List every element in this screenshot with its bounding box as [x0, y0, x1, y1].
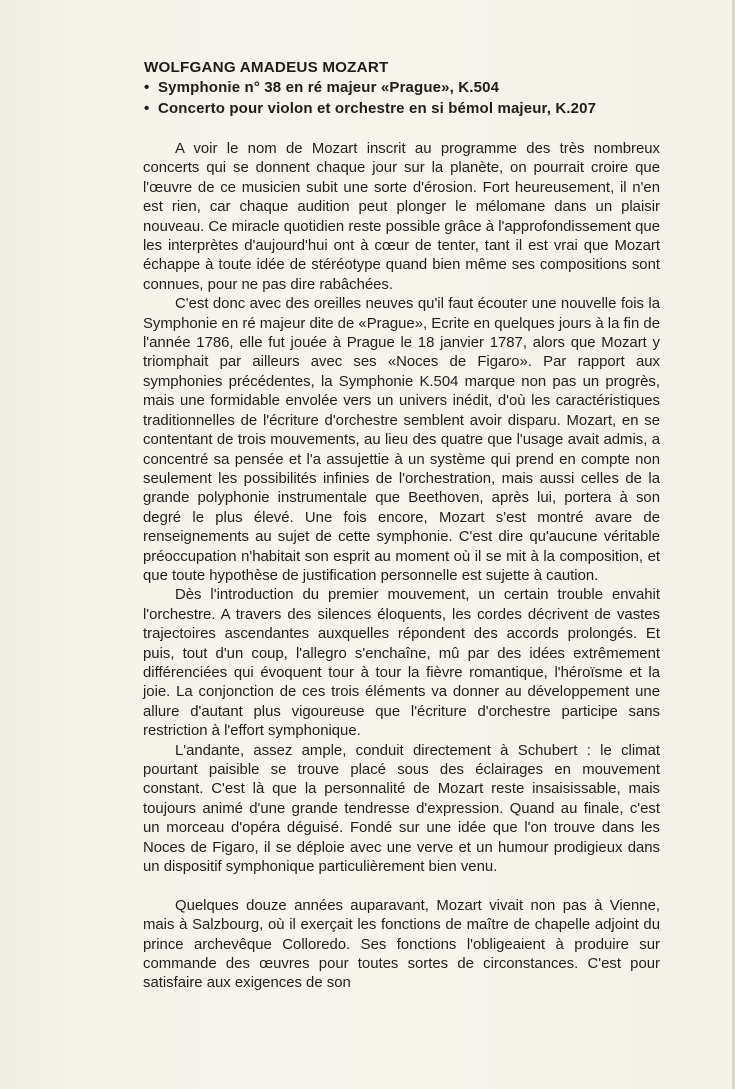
paragraph-3: Dès l'introduction du premier mouvement, un certain trouble envahit l'orchestre. A travers des silences éloquents, les cordes décrivent de vastes trajectoires ascendantes auxquelles répondent des accords prolongés. Et puis, tout d'un coup, l'allegro s'enchaîne, mû par des idées extrêmement différenciées qui évoquent tour à tour la fièvre romantique, l'héroïsme et la joie. La conjonction de ces trois éléments va donner au développement une allure d'autant plus vigoureuse que l'écriture d'orchestre participe sans restriction à l'effort symphonique.: [143, 587, 660, 740]
work-title-2-text: Concerto pour violon et orchestre en si bémol majeur, K.207: [158, 100, 597, 117]
paragraph-5: Quelques douze années auparavant, Mozart vivait non pas à Vienne, mais à Salzbourg, où il exerçait les fonctions de maître de chapelle adjoint du prince archevêque Colloredo. Ses fonctions l'obligeaient à produire sur commande des œuvres pour toutes sortes de circonstances. C'est pour satisfaire aux exigences de son: [143, 897, 660, 992]
paragraph-4: L'andante, assez ample, conduit directement à Schubert : le climat pourtant paisible se trouve placé sous des éclairages en mouvement constant. C'est là que la personnalité de Mozart reste insaisissable, mais toujours animé d'une grande tendresse d'expression. Quand au finale, c'est un morceau d'opéra déguisé. Fondé sur une idée que l'on trouve dans les Noces de Figaro, il se déploie avec une verve et un humour prodigieux dans un dispositif symphonique particulièrement bien venu.: [143, 742, 660, 876]
work-title-1: [144, 77, 674, 98]
bullet-icon: •: [144, 100, 150, 117]
bullet-icon: •: [144, 79, 150, 96]
paragraph-1: A voir le nom de Mozart inscrit au programme des très nombreux concerts qui se donnent chaque jour sur la planète, on pourrait croire que l'œuvre de ce musicien subit une sorte d'érosion. Fort heureusement, il n'en est rien, car chaque audition peut plonger le mélomane dans un plaisir nouveau. Ce miracle quotidien reste possible grâce à l'approfondissement que les interprètes d'aujourd'hui ont à cœur de tenter, tant il est vrai que Mozart échappe à toute idée de stéréotype quand bien même ses compositions sont connues, pour ne pas dire rabâchées.: [143, 141, 660, 293]
composer-name: WOLFGANG AMADEUS MOZART: [144, 59, 389, 76]
work-title-2: [144, 98, 674, 119]
program-header: [144, 58, 674, 119]
work-title-1-text: Symphonie n° 38 en ré majeur «Prague», K.504: [158, 79, 500, 96]
paragraph-2: C'est donc avec des oreilles neuves qu'il faut écouter une nouvelle fois la Symphonie en ré majeur dite de «Prague», Ecrite en quelques jours à la fin de l'année 1786, elle fut jouée à Prague le 18 janvier 1787, alors que Mozart y triomphait par ailleurs avec ses «Noces de Figaro». Par rapport aux symphonies précédentes, la Symphonie K.504 marque non pas un progrès, mais une formidable envolée vers un univers inédit, d'où les caractéristiques traditionnelles de l'écriture d'orchestre semblent avoir disparu. Mozart, en se contentant de trois mouvements, au lieu des quatre que l'usage avait admis, a concentré sa pensée et l'a assujettie à un système qui prend en compte non seulement les possibilités infinies de l'orchestration, mais aussi celles de la grande polyphonie instrumentale que Beethoven, après lui, portera à son degré le plus élevé. Une fois encore, Mozart s'est montré avare de renseignements au sujet de cette symphonie. C'est dire qu'aucune véritable préoccupation n'habitait son esprit au moment où il se mit à la composition, et que toute hypothèse de justification personnelle est sujette à caution.: [143, 296, 660, 584]
program-notes: [143, 140, 660, 994]
